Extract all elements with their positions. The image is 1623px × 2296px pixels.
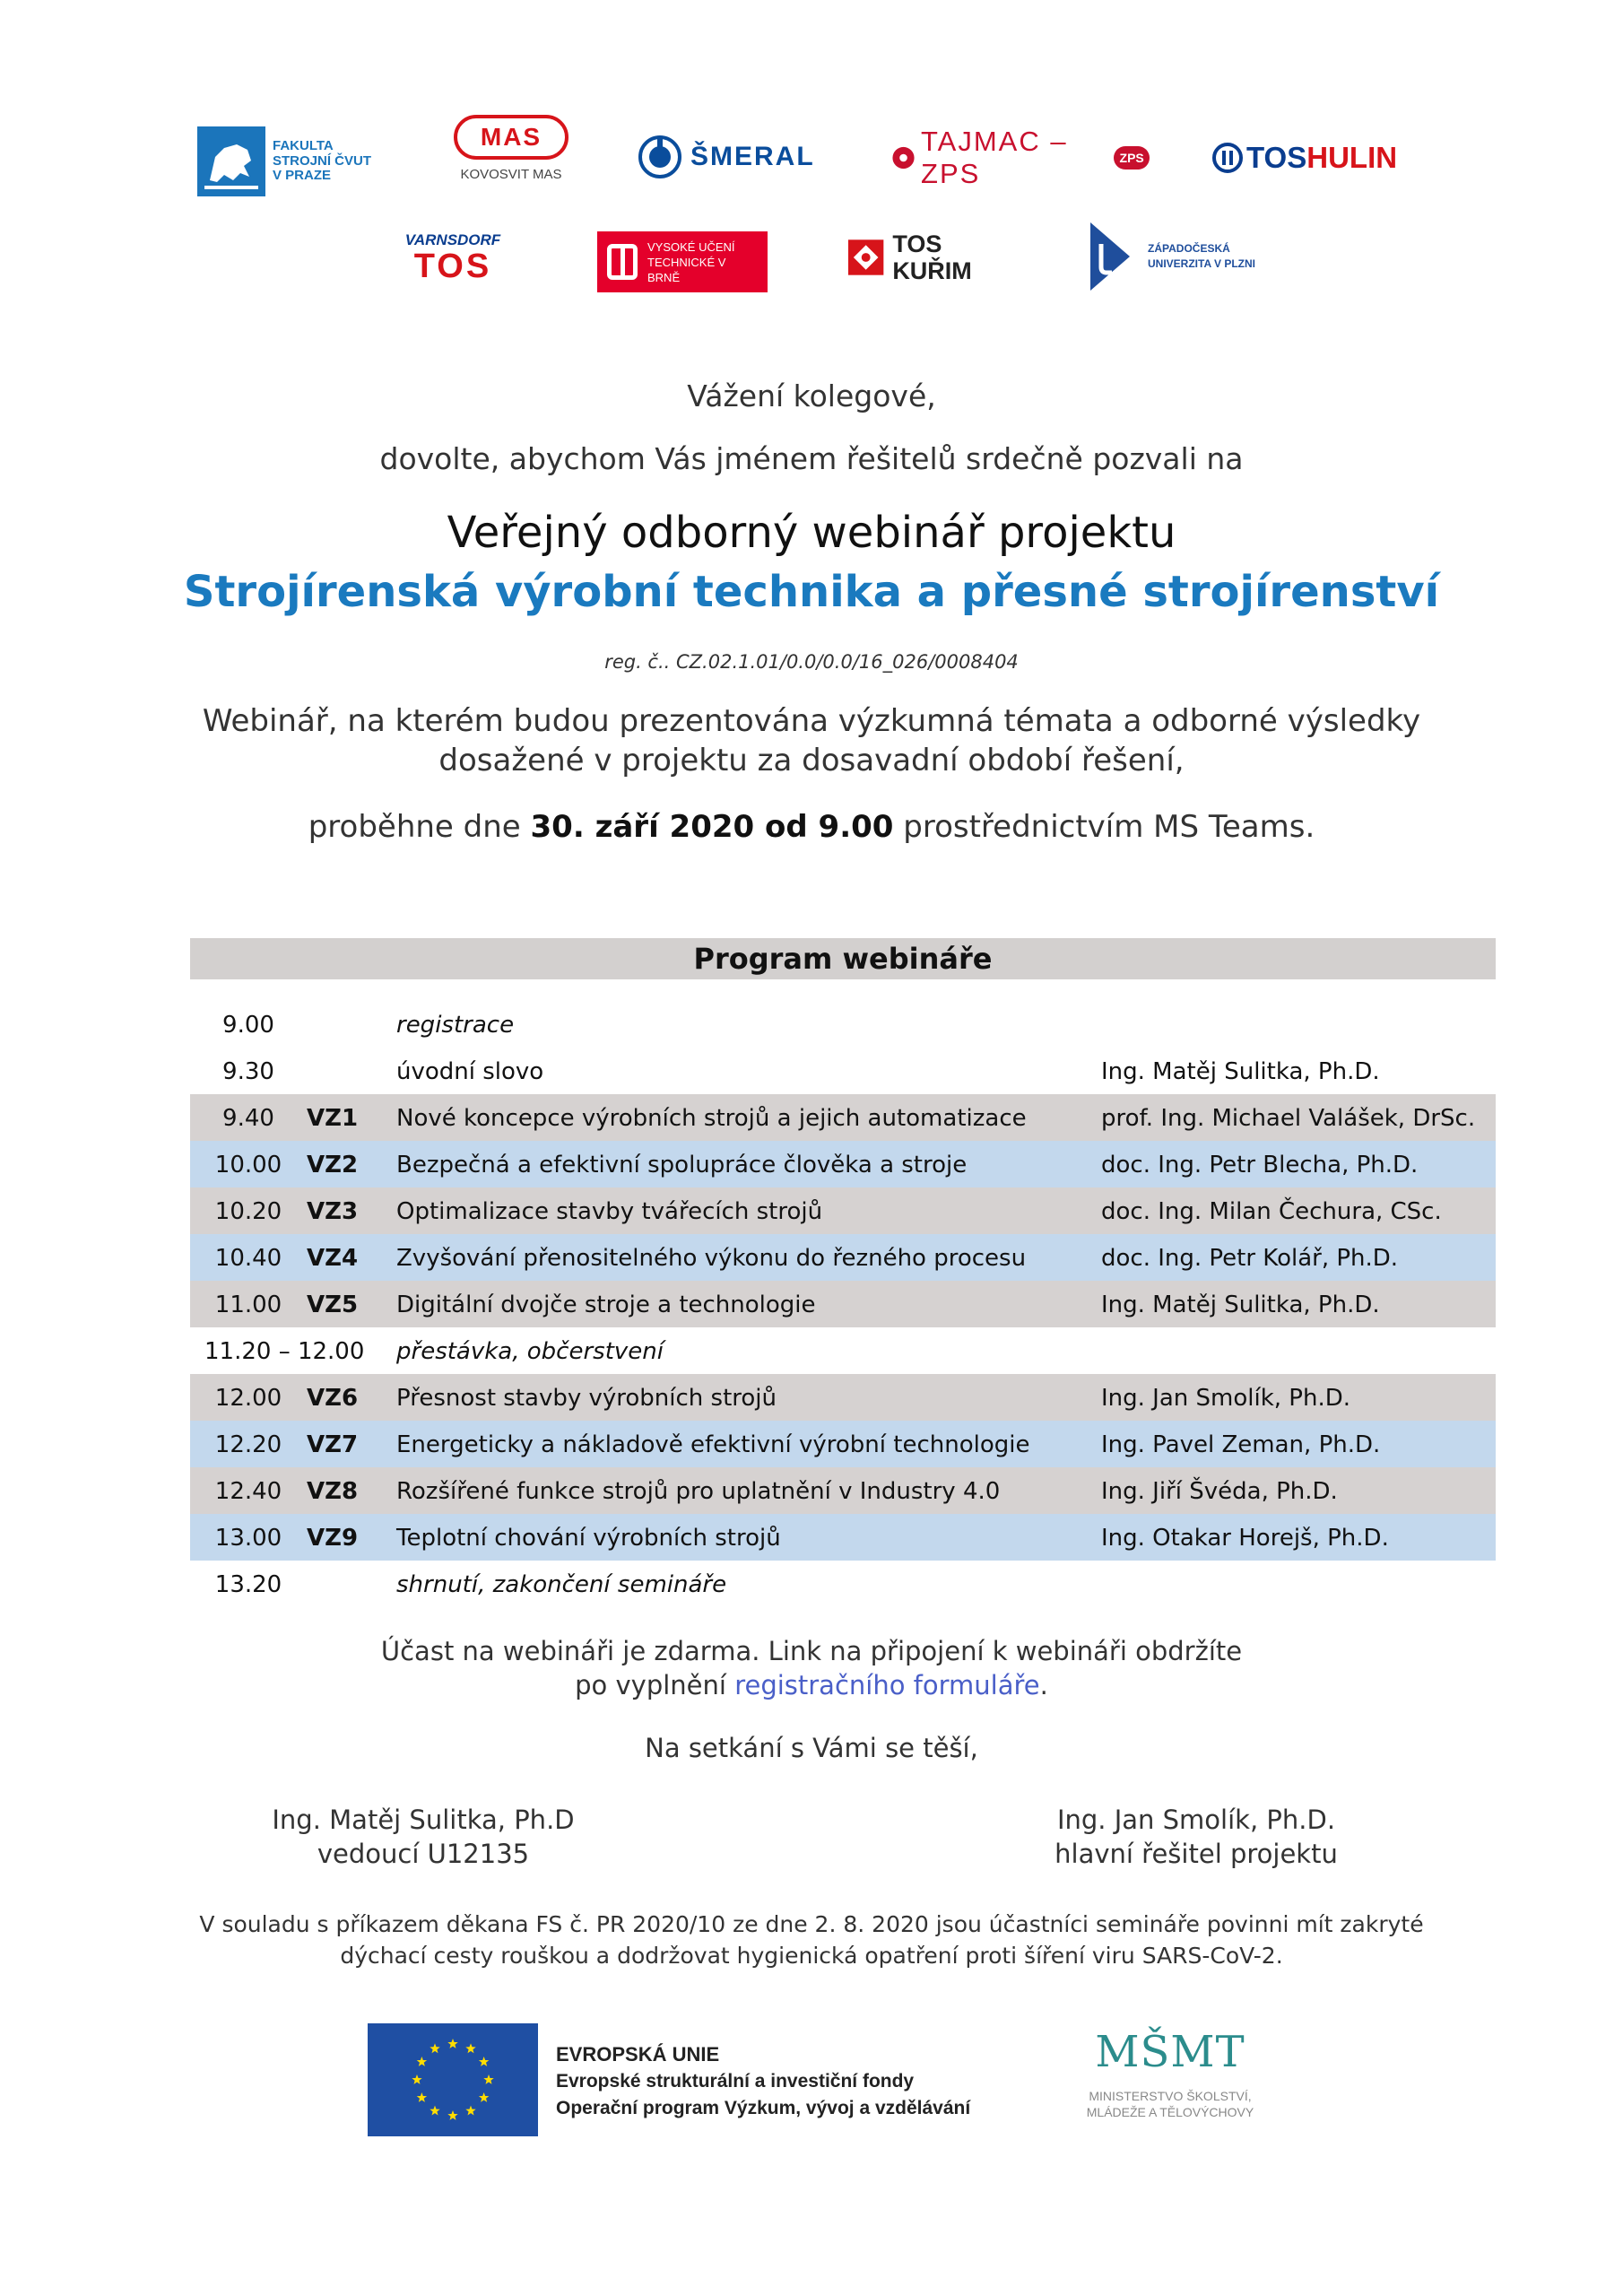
program-title: Bezpečná a efektivní spolupráce člověka a stroje	[396, 1152, 968, 1178]
program-title: Teplotní chování výrobních strojů	[396, 1525, 781, 1552]
program-row	[190, 1094, 1496, 1141]
program-code: VZ2	[307, 1152, 359, 1178]
program-time: 13.20	[214, 1571, 282, 1598]
program-title: Rozšířené funkce strojů pro uplatnění v Industry 4.0	[396, 1478, 1001, 1505]
eu-star	[447, 2039, 457, 2048]
eu-star	[465, 2043, 475, 2053]
program-heading: Program webináře	[190, 938, 1496, 979]
logo-tos-varnsdorf	[386, 231, 520, 289]
greeting: Vážení kolegové,	[687, 378, 936, 413]
webinar-title: Veřejný odborný webinář projektu	[447, 508, 1176, 558]
program-code: VZ7	[307, 1431, 359, 1458]
program-row	[190, 1048, 1496, 1094]
program-speaker: Ing. Matěj Sulitka, Ph.D.	[1101, 1292, 1380, 1318]
program-time: 12.20	[214, 1431, 282, 1458]
program-speaker: Ing. Jiří Švéda, Ph.D.	[1101, 1478, 1338, 1505]
program-row	[190, 1467, 1496, 1514]
participation-info	[0, 1634, 1623, 1702]
toshulin-label-tos: TOS	[1246, 140, 1307, 174]
mas-emblem	[454, 115, 568, 160]
program-row	[190, 1141, 1496, 1187]
toshulin-label-hulin: HULIN	[1306, 140, 1398, 174]
program-row	[190, 1514, 1496, 1561]
vut-t-icon	[597, 231, 647, 292]
program-speaker: doc. Ing. Milan Čechura, CSc.	[1101, 1198, 1442, 1225]
logo-tos-kurim	[846, 230, 1026, 284]
toshulin-label	[1246, 142, 1397, 175]
project-title: Strojírenská výrobní technika a přesné strojírenství	[183, 567, 1440, 617]
eu-star	[430, 2106, 439, 2116]
eu-star	[412, 2074, 421, 2084]
logo-fs-cvut	[197, 126, 386, 197]
smeral-emblem-icon	[638, 135, 681, 178]
program-code: VZ3	[307, 1198, 359, 1225]
event-date-line	[0, 807, 1623, 847]
eu-line-2: Evropské strukturální a investiční fondy	[556, 2071, 915, 2092]
registration-number: reg. č.. CZ.02.1.01/0.0/0.0/16_026/0008404	[604, 651, 1019, 673]
notice-line-2: dýchací cesty rouškou a dodržovat hygienická opatření proti šíření viru SARS-CoV-2.	[340, 1943, 1283, 1969]
program-speaker: Ing. Pavel Zeman, Ph.D.	[1101, 1431, 1381, 1458]
program-title: shrnutí, zakončení semináře	[396, 1571, 727, 1598]
program-row	[190, 1327, 1496, 1374]
eu-star	[417, 2092, 427, 2102]
lion-icon	[197, 126, 265, 196]
signature-left-role: vedoucí U12135	[317, 1839, 530, 1869]
signature-left	[244, 1803, 603, 1871]
program-time: 10.20	[214, 1198, 282, 1225]
program-row	[190, 1234, 1496, 1281]
program-time: 13.00	[214, 1525, 282, 1552]
program-time: 9.30	[222, 1058, 274, 1085]
program-title: přestávka, občerstvení	[396, 1338, 664, 1365]
msmt-mark: MŠMT	[1095, 2027, 1245, 2077]
eu-stars-icon	[368, 2023, 538, 2136]
program-row	[190, 1561, 1496, 1607]
signature-right-role: hlavní řešitel projektu	[1055, 1839, 1338, 1869]
program-time: 9.40	[222, 1105, 274, 1132]
program-code: VZ4	[307, 1245, 359, 1272]
fs-cvut-label: FAKULTA STROJNÍ ČVUT V PRAZE	[273, 137, 372, 184]
msmt-name: MINISTERSTVO ŠKOLSTVÍ, MLÁDEŽE A TĚLOVÝCHOVY	[1086, 2089, 1254, 2119]
logo-toshulin	[1212, 138, 1428, 178]
eu-star	[430, 2043, 439, 2053]
logo-zcu	[1089, 221, 1268, 292]
program-speaker: Ing. Otakar Horejš, Ph.D.	[1101, 1525, 1389, 1552]
mas-mark: MAS	[480, 123, 542, 151]
program-title: Optimalizace stavby tvářecích strojů	[396, 1198, 823, 1225]
program-time: 11.00	[214, 1292, 282, 1318]
zcu-label: ZÁPADOČESKÁ UNIVERZITA V PLZNI	[1148, 242, 1255, 270]
varnsdorf-label: VARNSDORF	[404, 231, 501, 248]
program-title: Nové koncepce výrobních strojů a jejich automatizace	[396, 1105, 1027, 1132]
program-row	[190, 1281, 1496, 1327]
logo-tajmac-zps	[890, 126, 1150, 189]
invitation-text: dovolte, abychom Vás jménem řešitelů srdečně pozvali na	[379, 441, 1244, 476]
eu-flag	[368, 2023, 538, 2136]
registration-form-link[interactable]: registračního formuláře	[734, 1670, 1040, 1700]
program-speaker: Ing. Jan Smolík, Ph.D.	[1101, 1385, 1351, 1412]
zcu-emblem-icon	[1089, 221, 1133, 292]
eu-line-3: Operační program Výzkum, vývoj a vzdělávání	[556, 2098, 971, 2118]
logo-kovosvit-mas	[439, 115, 583, 197]
participation-line-2	[0, 1668, 1623, 1702]
eu-line-1: EVROPSKÁ UNIE	[556, 2043, 720, 2066]
tos-kurim-emblem-icon	[846, 238, 885, 277]
hygiene-notice	[0, 1909, 1623, 1971]
program-title: Digitální dvojče stroje a technologie	[396, 1292, 816, 1318]
participation-prefix: po vyplnění	[575, 1670, 735, 1700]
program-time: 10.00	[214, 1152, 282, 1178]
description-line-2: dosažené v projektu za dosavadní období řešení,	[438, 743, 1185, 778]
signature-right-name: Ing. Jan Smolík, Ph.D.	[1056, 1805, 1336, 1835]
eu-star	[483, 2074, 493, 2084]
program-title: registrace	[396, 1012, 515, 1039]
tos-kurim-label: TOS KUŘIM	[892, 230, 972, 284]
program-row	[190, 1187, 1496, 1234]
program-code: VZ5	[307, 1292, 359, 1318]
program-row	[190, 1374, 1496, 1421]
toshulin-emblem-icon	[1212, 143, 1243, 173]
description	[0, 701, 1623, 780]
eu-star	[479, 2057, 489, 2066]
event-date: 30. září 2020 od 9.00	[530, 809, 894, 845]
notice-line-1: V souladu s příkazem děkana FS č. PR 2020/10 ze dne 2. 8. 2020 jsou účastníci semináře povinni mít zakryté	[199, 1911, 1424, 1937]
program-code: VZ1	[307, 1105, 359, 1132]
zps-badge: ZPS	[1114, 146, 1150, 170]
program-title: úvodní slovo	[396, 1058, 544, 1085]
program-row	[190, 1421, 1496, 1467]
eu-star	[447, 2110, 457, 2120]
program-time: 10.40	[214, 1245, 282, 1272]
participation-suffix: .	[1039, 1670, 1048, 1700]
program-row	[190, 1001, 1496, 1048]
program-speaker: doc. Ing. Petr Kolář, Ph.D.	[1101, 1245, 1399, 1272]
program-code: VZ6	[307, 1385, 359, 1412]
description-line-1: Webinář, na kterém budou prezentována výzkumná témata a odborné výsledky	[202, 703, 1421, 739]
signature-left-name: Ing. Matěj Sulitka, Ph.D	[272, 1805, 575, 1835]
participation-line-1: Účast na webináři je zdarma. Link na připojení k webináři obdržíte	[380, 1636, 1243, 1666]
mas-name: KOVOSVIT MAS	[460, 167, 562, 182]
eu-star	[465, 2106, 475, 2116]
program-title: Přesnost stavby výrobních strojů	[396, 1385, 777, 1412]
logo-vut-brno	[597, 231, 768, 292]
program-title: Energeticky a nákladově efektivní výrobní technologie	[396, 1431, 1030, 1458]
logo-msmt	[1049, 2025, 1291, 2142]
date-prefix: proběhne dne	[308, 809, 531, 845]
program-time: 12.00	[214, 1385, 282, 1412]
date-suffix: prostřednictvím MS Teams.	[893, 809, 1315, 845]
eu-block-text	[556, 2041, 1022, 2122]
vut-label: VYSOKÉ UČENÍ TECHNICKÉ V BRNĚ	[647, 239, 735, 284]
signature-right	[1017, 1803, 1376, 1871]
program-time: 12.40	[214, 1478, 282, 1505]
logo-smeral	[638, 135, 845, 179]
program-code: VZ8	[307, 1478, 359, 1505]
tajmac-label: TAJMAC – ZPS	[921, 126, 1068, 189]
program-time: 11.20 – 12.00	[204, 1338, 365, 1365]
eu-star	[479, 2092, 489, 2102]
program-speaker: Ing. Matěj Sulitka, Ph.D.	[1101, 1058, 1380, 1085]
eu-star	[417, 2057, 427, 2066]
tos-label: TOS	[413, 248, 492, 285]
gear-icon	[890, 142, 917, 174]
program-speaker: prof. Ing. Michael Valášek, DrSc.	[1101, 1105, 1476, 1132]
smeral-label: ŠMERAL	[690, 142, 815, 172]
closing-text: Na setkání s Vámi se těší,	[645, 1733, 978, 1763]
program-speaker: doc. Ing. Petr Blecha, Ph.D.	[1101, 1152, 1419, 1178]
program-code: VZ9	[307, 1525, 359, 1552]
program-title: Zvyšování přenositelného výkonu do řezného procesu	[396, 1245, 1027, 1272]
program-time: 9.00	[222, 1012, 274, 1039]
